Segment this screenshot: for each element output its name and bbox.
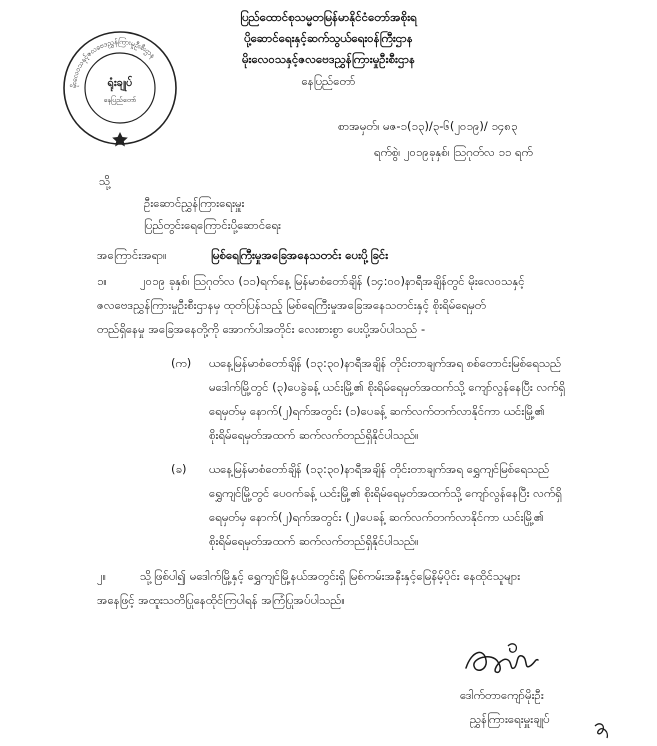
subject-label: အကြောင်းအရာ။ [97, 248, 167, 262]
item-ka-line: ရေမှတ်မှ နောက်(၂)ရက်အတွင်း (၁)ပေခန့် ဆက်လက်တက်လာနိုင်ကာ ယင်းမြို့၏ [209, 404, 545, 418]
office-seal [60, 28, 180, 148]
recipient-to: သို့ [99, 174, 111, 188]
para-1-line: ဇလဗေဒညွှန်ကြားမှုဦးစီးဌာနမှ ထုတ်ပြန်သည့် မြစ်ရေကြီးမှုအခြေအနေသတင်းနှင့် စိုးရိမ်ရေမှတ် [97, 298, 486, 312]
seal-center-sub: နေပြည်တော် [103, 96, 137, 104]
item-ka-line: စိုးရိမ်ရေမှတ်အထက် ဆက်လက်တည်ရှိနိုင်ပါသည်။ [209, 428, 419, 442]
subject-text: မြစ်ရေကြီးမှုအခြေအနေသတင်း ပေးပို့ခြင်း [211, 248, 389, 262]
item-kha-label: (ခ) [171, 462, 187, 476]
para-2-line: အနေဖြင့် အထူးသတိပြုနေထိုင်ကြပါရန် အကြံပြုအပ်ပါသည်။ [97, 593, 345, 607]
item-kha-line: စိုးရိမ်ရေမှတ်အထက် ဆက်လက်တည်ရှိနိုင်ပါသည်။ [209, 534, 419, 548]
item-ka-line: မဒေါက်မြို့တွင် (၃)ပေခွဲခန့် ယင်းမြို့၏ စိုးရိမ်ရေမှတ်အထက်သို့ ကျော်လွန်နေပြီး လက်ရှိ [209, 380, 566, 394]
recipient-line-2: ပြည်တွင်းရေကြောင်းပို့ဆောင်ရေး [144, 218, 281, 232]
signatory-name: ဒေါက်တာကျော်မိုးဦး [460, 688, 544, 702]
recipient-line-1: ဦးဆောင်ညွှန်ကြားရေးမှူး [144, 196, 245, 210]
letter-date: ရက်စွဲ၊ ၂၀၁၉ခုနှစ်၊ ဩဂုတ်လ ၁၁ ရက် [374, 145, 533, 159]
item-kha-line: ရေမှတ်မှ နောက်(၂)ရက်အတွင်း (၂)ပေခန့် ဆက်လက်တက်လာနိုင်ကာ ယင်းမြို့၏ [209, 510, 545, 524]
handwritten-signature [462, 640, 542, 685]
header-line-1: ပြည်ထောင်စုသမ္မတမြန်မာနိုင်ငံတော်အစိုးရ [240, 10, 417, 24]
item-kha-line: ယနေ့မြန်မာစံတော်ချိန် (၁၃:၃၀)နာရီအချိန် တိုင်းတာချက်အရ ရွှေကျင်မြစ်ရေသည် [209, 462, 550, 476]
seal-center-text: ရုံးချုပ် [107, 76, 133, 89]
signature-initial-mark [593, 720, 611, 740]
header-line-3: မိုးလေဝသနှင့်ဇလဗေဒညွှန်ကြားမှုဦးစီးဌာန [241, 52, 416, 66]
item-ka-label: (က) [171, 356, 192, 370]
para-1-line: ၂၀၁၉ ခုနှစ်၊ ဩဂုတ်လ (၁၁)ရက်နေ့ မြန်မာစံတော်ချိန် (၁၄:၀၀)နာရီအချိန်တွင် မိုးလေဝသနှင့် [140, 274, 525, 288]
header-line-4: နေပြည်တော် [301, 74, 356, 88]
para-2-line: သို့ဖြစ်ပါ၍ မဒေါက်မြို့နှင့် ရွှေကျင်မြို့နယ်အတွင်းရှိ မြစ်ကမ်းအနီးနှင့်မြေနိမ့်ပိုင်း နေထိုင်သူများ [140, 569, 521, 583]
para-1-line: တည်ရှိနေမှု အခြေအနေတို့ကို အောက်ပါအတိုင်း လေးစားစွာ ပေးပို့အပ်ပါသည် - [97, 322, 426, 336]
item-kha-line: ရွှေကျင်မြို့တွင် ပေ၀က်ခန့် ယင်းမြို့၏ စိုးရိမ်ရေမှတ်အထက်သို့ ကျော်လွန်နေပြီး လက်ရှိ [209, 486, 562, 500]
signatory-title: ညွှန်ကြားရေးမှူးချုပ် [470, 712, 550, 726]
header-line-2: ပို့ဆောင်ရေးနှင့်ဆက်သွယ်ရေးဝန်ကြီးဌာန [244, 31, 413, 45]
letter-number: စာအမှတ်၊ မဇ-၁(၁၃)/၃-၆(၂၀၁၉)/ ၁၄၈၃ [338, 119, 518, 133]
seal-ring-text: မိုးလေဝသနှင့်ဇလဗေဒညွှန်ကြားမှုဦးစီးဌာန [69, 37, 157, 89]
item-ka-line: ယနေ့မြန်မာစံတော်ချိန် (၁၃:၃၀)နာရီအချိန် တိုင်းတာချက်အရ စစ်တောင်းမြစ်ရေသည် [209, 356, 562, 370]
para-1-number: ၁။ [97, 274, 107, 288]
para-2-number: ၂။ [97, 569, 107, 583]
